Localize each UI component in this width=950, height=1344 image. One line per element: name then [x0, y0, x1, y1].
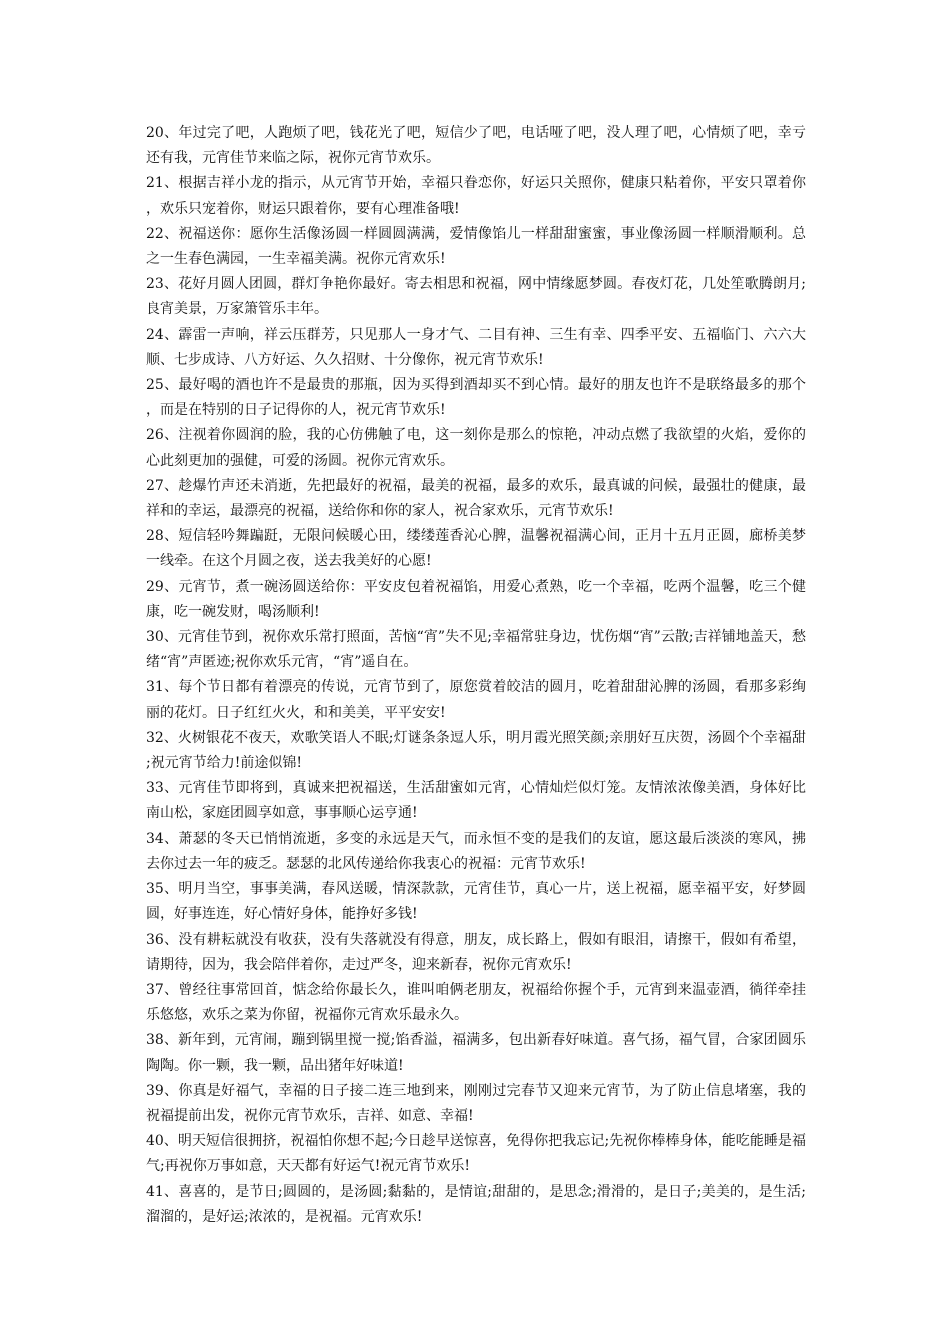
paragraph-41: 41、喜喜的，是节日;圆圆的，是汤圆;黏黏的，是情谊;甜甜的，是思念;滑滑的，是日子;美美的，是生活;溜溜的，是好运;浓浓的，是祝福。元宵欢乐!	[146, 1183, 806, 1225]
paragraph-26: 26、注视着你圆润的脸，我的心仿佛触了电，这一刻你是那么的惊艳，冲动点燃了我欲望的火焰，爱你的心此刻更加的强健，可爱的汤圆。祝你元宵欢乐。	[146, 427, 806, 469]
paragraph-40: 40、明天短信很拥挤，祝福怕你想不起;今日趁早送惊喜，免得你把我忘记;先祝你棒棒身体，能吃能睡是福气;再祝你万事如意，天天都有好运气!祝元宵节欢乐!	[146, 1133, 806, 1175]
paragraph-27: 27、趁爆竹声还未消逝，先把最好的祝福，最美的祝福，最多的欢乐，最真诚的问候，最强壮的健康，最祥和的幸运，最漂亮的祝福，送给你和你的家人，祝合家欢乐，元宵节欢乐!	[146, 477, 806, 520]
paragraph-24: 24、霹雷一声响，祥云压群芳，只见那人一身才气、二目有神、三生有幸、四季平安、五福临门、六六大顺、七步成诗、八方好运、久久招财、十分像你，祝元宵节欢乐!	[146, 326, 806, 368]
paragraph-25: 25、最好喝的酒也许不是最贵的那瓶，因为买得到酒却买不到心情。最好的朋友也许不是联络最多的那个，而是在特别的日子记得你的人，祝元宵节欢乐!	[146, 377, 806, 419]
paragraph-31: 31、每个节日都有着漂亮的传说，元宵节到了，原您赏着皎洁的圆月，吃着甜甜沁脾的汤圆，看那多彩绚丽的花灯。日子红红火火，和和美美，平平安安!	[146, 679, 806, 721]
paragraph-30: 30、元宵佳节到，祝你欢乐常打照面，苦恼“宵”失不见;幸福常驻身边，忧伤烟“宵”云散;吉祥铺地盖天，愁绪“宵”声匿迹;祝你欢乐元宵，“宵”遥自在。	[146, 629, 806, 671]
paragraph-29: 29、元宵节，煮一碗汤圆送给你：平安皮包着祝福馅，用爱心煮熟，吃一个幸福，吃两个温馨，吃三个健康，吃一碗发财，喝汤顺利!	[146, 578, 806, 620]
paragraph-35: 35、明月当空，事事美满，春风送暖，情深款款，元宵佳节，真心一片，送上祝福，愿幸福平安，好梦圆圆，好事连连，好心情好身体，能挣好多钱!	[146, 881, 806, 923]
paragraph-38: 38、新年到，元宵闹，蹦到锅里搅一搅;馅香溢，福满多，包出新春好味道。喜气扬，福气冒，合家团圆乐陶陶。你一颗，我一颗，品出猪年好味道!	[146, 1032, 806, 1074]
paragraph-23: 23、花好月圆人团圆，群灯争艳你最好。寄去相思和祝福，网中情缘愿梦圆。春夜灯花，几处笙歌腾朗月;良宵美景，万家箫管乐丰年。	[146, 276, 806, 318]
paragraph-36: 36、没有耕耘就没有收获，没有失落就没有得意，朋友，成长路上，假如有眼泪，请擦干，假如有希望，请期待，因为，我会陪伴着你，走过严冬，迎来新春，祝你元宵欢乐!	[146, 931, 806, 973]
paragraph-34: 34、萧瑟的冬天已悄悄流逝，多变的永远是天气，而永恒不变的是我们的友谊，愿这最后淡淡的寒风，拂去你过去一年的疲乏。瑟瑟的北风传递给你我衷心的祝福：元宵节欢乐!	[146, 830, 806, 872]
paragraph-28: 28、短信轻吟舞蹁跹，无限问候暖心田，缕缕莲香沁心脾，温馨祝福满心间，正月十五月正圆，廊桥美梦一线牵。在这个月圆之夜，送去我美好的心愿!	[146, 528, 806, 570]
document-body	[146, 121, 806, 1230]
paragraph-39: 39、你真是好福气，幸福的日子接二连三地到来，刚刚过完春节又迎来元宵节，为了防止信息堵塞，我的祝福提前出发，祝你元宵节欢乐，吉祥、如意、幸福!	[146, 1082, 806, 1124]
paragraph-37: 37、曾经往事常回首，惦念给你最长久，谁叫咱俩老朋友，祝福给你握个手，元宵到来温壶酒，徜徉牵挂乐悠悠，欢乐之菜为你留，祝福你元宵欢乐最永久。	[146, 981, 806, 1024]
paragraph-20: 20、年过完了吧，人跑烦了吧，钱花光了吧，短信少了吧，电话哑了吧，没人理了吧，心情烦了吧，幸亏还有我，元宵佳节来临之际，祝你元宵节欢乐。	[146, 125, 806, 167]
paragraph-32: 32、火树银花不夜天，欢歌笑语人不眠;灯谜条条逗人乐，明月霞光照笑颜;亲朋好互庆贺，汤圆个个幸福甜;祝元宵节给力!前途似锦!	[146, 729, 806, 772]
paragraph-22: 22、祝福送你：愿你生活像汤圆一样圆圆满满，爱情像馅儿一样甜甜蜜蜜，事业像汤圆一样顺滑顺利。总之一生春色满园，一生幸福美满。祝你元宵欢乐!	[146, 225, 806, 268]
paragraph-21: 21、根据吉祥小龙的指示，从元宵节开始，幸福只眷恋你，好运只关照你，健康只粘着你，平安只罩着你，欢乐只宠着你，财运只跟着你，要有心理准备哦!	[146, 175, 806, 217]
paragraph-33: 33、元宵佳节即将到，真诚来把祝福送，生活甜蜜如元宵，心情灿烂似灯笼。友情浓浓像美酒，身体好比南山松，家庭团圆享如意，事事顺心运亨通!	[146, 780, 806, 822]
